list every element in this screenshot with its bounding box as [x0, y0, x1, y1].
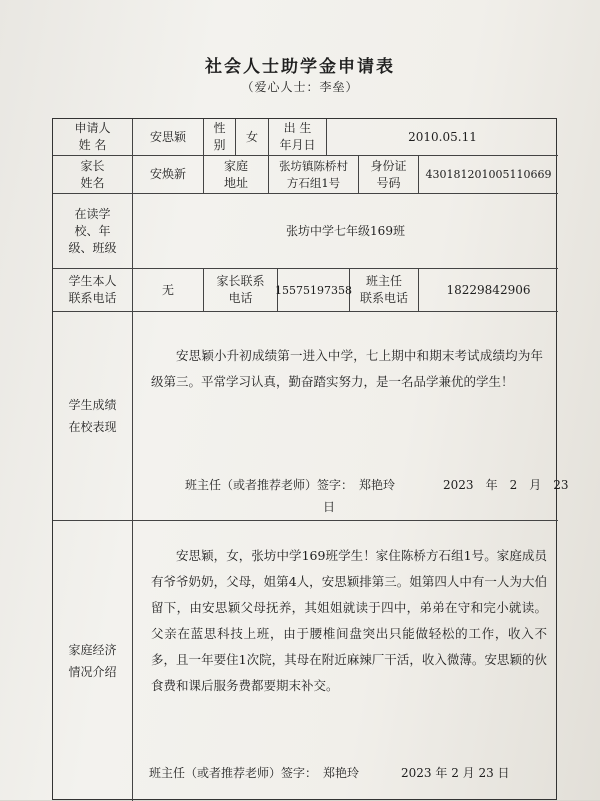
application-table [52, 118, 569, 800]
school-label: 在读学 校、年 级、班级 [53, 194, 133, 269]
parent-name-label: 家长 姓名 [53, 156, 133, 194]
applicant-name-label: 申请人 姓 名 [53, 119, 133, 156]
performance-date-day-unit: 日 [323, 500, 336, 514]
birth-date-label: 出 生 年月日 [269, 119, 327, 156]
birth-date-value: 2010.05.11 [327, 119, 558, 156]
performance-date-year-unit: 年 [485, 478, 498, 492]
performance-text: 安思颖小升初成绩第一进入中学，七上期中和期末考试成绩均为年级第三。平常学习认真，勤奋踏实努力，是一名品学兼优的学生！ [151, 348, 543, 389]
id-number-value: 430181201005110669 [419, 156, 558, 194]
address-label: 家庭 地址 [204, 156, 269, 194]
family-sign-name: 郑艳玲 [323, 766, 360, 780]
family-label: 家庭经济 情况介绍 [53, 521, 133, 801]
performance-label: 学生成绩 在校表现 [53, 312, 133, 521]
performance-date-year: 2023 [443, 478, 474, 492]
family-date: 2023 年 2 月 23 日 [401, 766, 510, 780]
family-sign-role: 班主任（或者推荐老师）签字： [149, 766, 318, 780]
performance-sign-name: 郑艳玲 [359, 478, 396, 492]
form-title: 社会人士助学金申请表 [205, 57, 395, 77]
performance-date-day: 23 [553, 478, 569, 492]
gender-label: 性 别 [204, 119, 236, 156]
parent-name-value: 安焕新 [133, 156, 204, 194]
family-signature-line [149, 764, 510, 781]
performance-date-month-unit: 月 [529, 478, 542, 492]
performance-signature-line [185, 476, 569, 493]
student-phone-label: 学生本人 联系电话 [53, 269, 133, 312]
gender-value: 女 [236, 119, 269, 156]
applicant-name-value: 安思颖 [133, 119, 204, 156]
performance-date-month: 2 [509, 478, 518, 492]
id-number-label: 身份证 号码 [359, 156, 419, 194]
school-value: 张坊中学七年级169班 [133, 194, 558, 269]
parent-phone-value: 15575197358 [278, 269, 350, 312]
address-value: 张坊镇陈桥村 方石组1号 [269, 156, 359, 194]
student-phone-value: 无 [133, 269, 204, 312]
parent-phone-label: 家长联系 电话 [204, 269, 278, 312]
performance-sign-role: 班主任（或者推荐老师）签字： [185, 478, 354, 492]
form-subtitle: （爱心人士：李垒） [241, 80, 359, 94]
teacher-phone-label: 班主任 联系电话 [350, 269, 419, 312]
teacher-phone-value: 18229842906 [419, 269, 558, 312]
family-text: 安思颖，女，张坊中学169班学生！家住陈桥方石组1号。家庭成员有爷爷奶奶，父母，姐第4人，安思颖排第三。姐第四人中有一人为大伯留下，由安思颖父母抚养，其姐姐就读于四中，弟弟在守和完小就读。父亲在蓝思科技上班，由于腰椎间盘突出只能做轻松的工作，收入不多，且一年要住1次院，其母在附近麻辣厂干活，收入微薄。安思颖的伙食费和课后服务费都要期末补交。 [151, 548, 547, 693]
